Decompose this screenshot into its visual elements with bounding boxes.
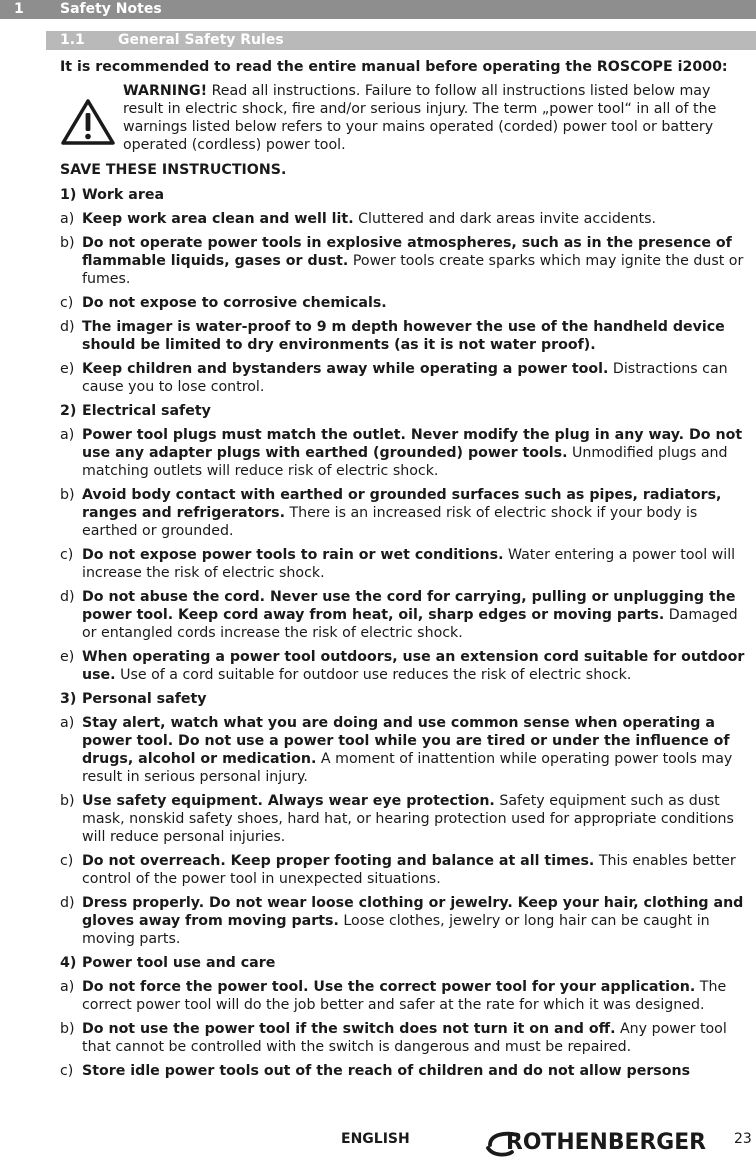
list-item-body: Loose clothes, jewelry or long hair can be caught in moving parts. — [82, 913, 710, 947]
intro-text: It is recommended to read the entire manual before operating the ROSCOPE i2000: — [60, 59, 728, 75]
list-item-text — [82, 294, 754, 312]
list-item — [60, 852, 754, 888]
list-item-text — [82, 978, 754, 1014]
save-instructions: SAVE THESE INSTRUCTIONS. — [60, 162, 287, 178]
list-item-letter: a) — [60, 211, 75, 227]
list-item-letter: a) — [60, 979, 75, 995]
list-item-body: Distractions can cause you to lose control. — [82, 361, 728, 395]
section-heading-title: Work area — [82, 187, 165, 203]
list-item — [60, 486, 754, 540]
list-item-text — [82, 426, 754, 480]
list-item-body: This enables better control of the power tool in unexpected situations. — [82, 853, 736, 887]
warning-triangle-icon — [60, 98, 116, 146]
list-item-text — [82, 360, 754, 396]
document-body — [60, 58, 754, 1086]
list-item-bold: Avoid body contact with earthed or grounded surfaces such as pipes, radiators, ranges and refrigerators. — [82, 487, 722, 521]
list-item — [60, 978, 754, 1014]
list-item-letter: a) — [60, 427, 75, 443]
list-item-text — [82, 1062, 754, 1080]
list-item-body: Water entering a power tool will increase the risk of electric shock. — [82, 547, 736, 581]
list-item-letter: b) — [60, 1021, 75, 1037]
list-item-body: A moment of inattention while operating power tools may result in serious personal injury. — [82, 751, 733, 785]
list-item — [60, 1020, 754, 1056]
list-item — [60, 792, 754, 846]
list-item-bold: Do not operate power tools in explosive atmospheres, such as in the presence of flammable liquids, gases or dust. — [82, 235, 732, 269]
list-item-body: Use of a cord suitable for outdoor use reduces the risk of electric shock. — [115, 667, 632, 683]
list-item-text — [82, 1020, 754, 1056]
list-item — [60, 714, 754, 786]
list-item-body: The correct power tool will do the job better and safer at the rate for which it was designed. — [82, 979, 727, 1013]
list-item — [60, 894, 754, 948]
list-item-bold: Do not force the power tool. Use the correct power tool for your application. — [82, 979, 696, 995]
list-item-bold: Do not expose power tools to rain or wet conditions. — [82, 547, 504, 563]
list-item-letter: d) — [60, 319, 75, 335]
chapter-header-bar — [0, 0, 756, 19]
list-item-bold: Store idle power tools out of the reach of children and do not allow persons — [82, 1063, 691, 1079]
list-item-text — [82, 648, 754, 684]
list-item-text — [82, 486, 754, 540]
section-heading — [60, 402, 754, 420]
list-item — [60, 234, 754, 288]
list-item-text — [82, 714, 754, 786]
section-heading — [60, 186, 754, 204]
list-item-bold: Do not expose to corrosive chemicals. — [82, 295, 387, 311]
chapter-title: Safety Notes — [60, 1, 162, 17]
list-item-bold: Stay alert, watch what you are doing and use common sense when operating a power tool. Do not use a power tool while you are tired or under the influence of drugs, alcohol or medication. — [82, 715, 730, 767]
list-item-bold: Use safety equipment. Always wear eye protection. — [82, 793, 495, 809]
chapter-number: 1 — [14, 1, 24, 17]
list-item — [60, 318, 754, 354]
list-item-bold: The imager is water-proof to 9 m depth however the use of the handheld device should be limited to dry environments (as it is not water proof). — [82, 319, 725, 353]
list-item — [60, 294, 754, 312]
page-number: 23 — [734, 1131, 752, 1147]
footer-language: ENGLISH — [341, 1131, 410, 1147]
list-item-text — [82, 210, 754, 228]
section-heading-number: 1) — [60, 187, 77, 203]
list-item-bold: When operating a power tool outdoors, use an extension cord suitable for outdoor use. — [82, 649, 745, 683]
list-item-text — [82, 588, 754, 642]
section-heading — [60, 690, 754, 708]
list-item — [60, 588, 754, 642]
list-item-text — [82, 894, 754, 948]
list-item-bold: Do not use the power tool if the switch does not turn it on and off. — [82, 1021, 616, 1037]
list-item-text — [82, 234, 754, 288]
list-item-letter: b) — [60, 235, 75, 251]
section-title: General Safety Rules — [118, 32, 284, 48]
list-item-letter: e) — [60, 649, 75, 665]
list-item-text — [82, 792, 754, 846]
list-item-letter: b) — [60, 487, 75, 503]
section-heading-number: 3) — [60, 691, 77, 707]
list-item — [60, 1062, 754, 1080]
warning-label: WARNING! — [123, 83, 208, 99]
list-item-body: Cluttered and dark areas invite accidents. — [353, 211, 657, 227]
section-header-bar — [46, 31, 756, 50]
list-item-bold: Do not overreach. Keep proper footing and balance at all times. — [82, 853, 595, 869]
page-footer — [0, 1126, 756, 1162]
list-item-body: There is an increased risk of electric shock if your body is earthed or grounded. — [82, 505, 698, 539]
list-item — [60, 648, 754, 684]
list-item-letter: d) — [60, 589, 75, 605]
list-item-bold: Power tool plugs must match the outlet. Never modify the plug in any way. Do not use any adapter plugs with earthed (grounded) power tools. — [82, 427, 743, 461]
list-item-letter: b) — [60, 793, 75, 809]
list-item-bold: Keep children and bystanders away while operating a power tool. — [82, 361, 609, 377]
list-item-bold: Dress properly. Do not wear loose clothing or jewelry. Keep your hair, clothing and gloves away from moving parts. — [82, 895, 744, 929]
list-item-body: Unmodified plugs and matching outlets will reduce risk of electric shock. — [82, 445, 728, 479]
section-heading-number: 2) — [60, 403, 77, 419]
section-number: 1.1 — [60, 32, 85, 48]
list-item — [60, 546, 754, 582]
list-item-letter: c) — [60, 1063, 74, 1079]
list-item-letter: c) — [60, 295, 74, 311]
warning-block — [60, 82, 754, 154]
list-item-bold: Keep work area clean and well lit. — [82, 211, 354, 227]
section-heading-title: Personal safety — [82, 691, 207, 707]
section-heading — [60, 954, 754, 972]
list-item — [60, 360, 754, 396]
svg-text:ROTHENBERGER: ROTHENBERGER — [506, 1130, 707, 1155]
list-item-bold: Do not abuse the cord. Never use the cord for carrying, pulling or unplugging the power tool. Keep cord away from heat, oil, sharp edges or moving parts. — [82, 589, 736, 623]
list-item-text — [82, 852, 754, 888]
list-item-letter: e) — [60, 361, 75, 377]
section-heading-title: Electrical safety — [82, 403, 211, 419]
list-item — [60, 210, 754, 228]
list-item-letter: d) — [60, 895, 75, 911]
list-item-text — [82, 546, 754, 582]
warning-text: Read all instructions. Failure to follow all instructions listed below may result in electric shock, fire and/or serious injury. The term „power tool“ in all of the warnings listed below refers to your mains operated (corded) power tool or battery operated (cordless) power tool. — [123, 83, 717, 153]
list-item-body: Power tools create sparks which may ignite the dust or fumes. — [82, 253, 744, 287]
list-item — [60, 426, 754, 480]
list-item-body: Damaged or entangled cords increase the risk of electric shock. — [82, 607, 738, 641]
safety-sections — [60, 186, 754, 1080]
list-item-body: Safety equipment such as dust mask, nonskid safety shoes, hard hat, or hearing protection used for appropriate conditions will reduce personal injuries. — [82, 793, 734, 845]
list-item-body: Any power tool that cannot be controlled with the switch is dangerous and must be repaired. — [82, 1021, 727, 1055]
list-item-letter: c) — [60, 547, 74, 563]
list-item-letter: c) — [60, 853, 74, 869]
section-heading-number: 4) — [60, 955, 77, 971]
list-item-letter: a) — [60, 715, 75, 731]
rothenberger-logo — [484, 1126, 710, 1162]
list-item-text — [82, 318, 754, 354]
section-heading-title: Power tool use and care — [82, 955, 276, 971]
